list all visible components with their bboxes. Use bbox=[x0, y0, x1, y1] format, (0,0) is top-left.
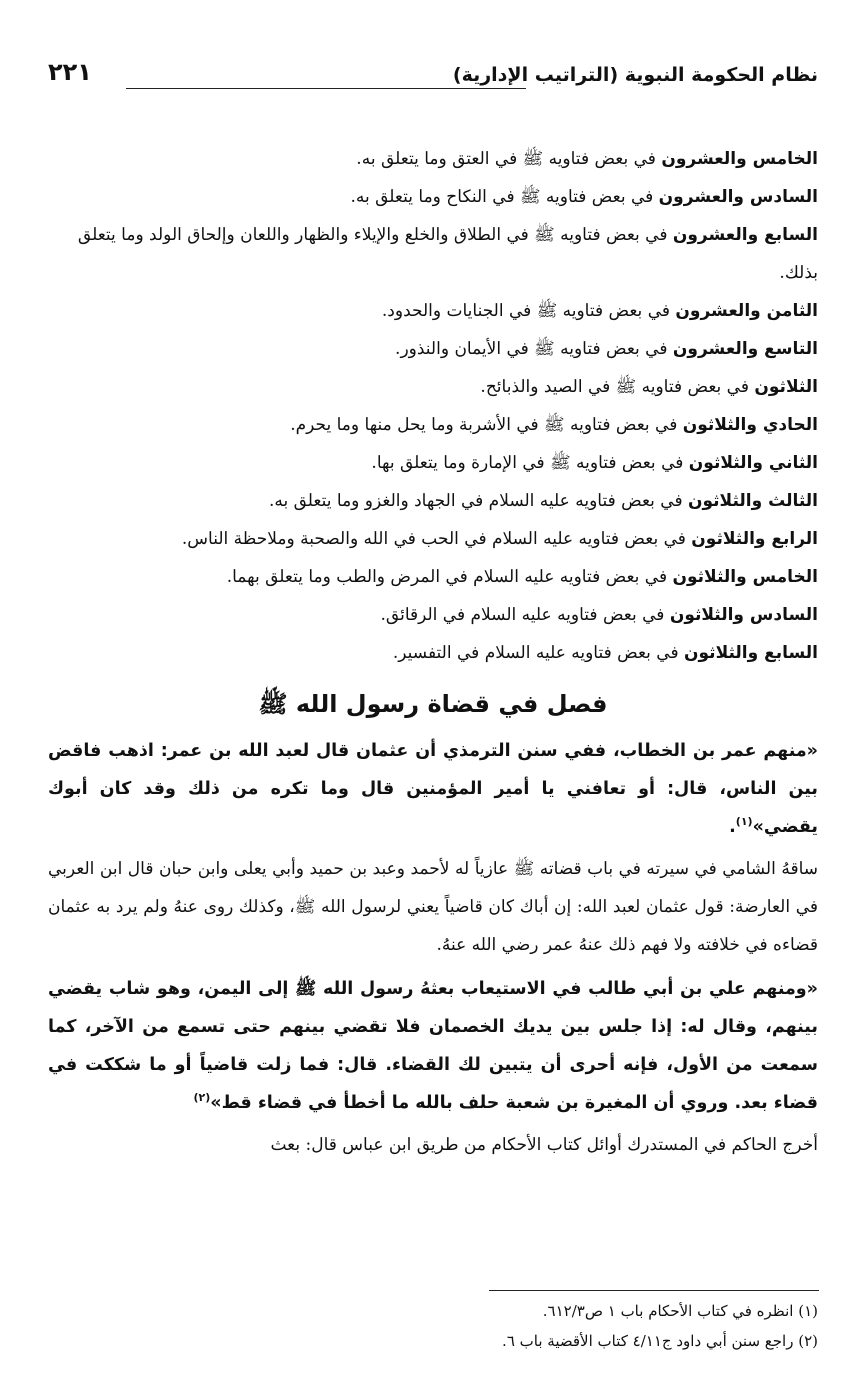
footnotes bbox=[48, 1296, 818, 1356]
list-item-text: في بعض فتاويه عليه السلام في الرقائق. bbox=[380, 605, 670, 625]
paragraph-shami: ساقهُ الشامي في سيرته في باب قضاته ﷺ عازياً له لأحمد وعبد بن حميد وأبي يعلى وابن حبان قال ابن العربي في العارضة: قول عثمان لعبد الله: إن أباك كان قاضياً يعني لرسول الله ﷺ، وكذلك روى عنهُ ولم يرد به عثمان قضاءه في خلافته ولا فهم ذلك عنهُ عمر رضي الله عنهُ. bbox=[48, 859, 818, 955]
footnote-1: (١) انظره في كتاب الأحكام باب ١ ص٦١٢/٣. bbox=[542, 1302, 818, 1320]
quote-ali-text: «ومنهم علي بن أبي طالب في الاستيعاب بعثهُ رسول الله ﷺ إلى اليمن، وهو شاب يقضي بينهم، وقال له: إذا جلس بين يديك الخصمان فلا تقضي بينهم حتى تسمع من الآخر، كما سمعت من الأول، فإنه أحرى أن يتبين لك القضاء. قال: فما زلت قاضياً أو ما شككت في قضاء بعد. وروي أن المغيرة بن شعبة حلف بالله ما أخطأ في قضاء قط» bbox=[48, 979, 818, 1113]
list-item-ordinal: الثامن والعشرون bbox=[675, 301, 818, 321]
list-item-ordinal: السابع والعشرون bbox=[672, 225, 818, 245]
page-number: ٢٢١ bbox=[48, 58, 92, 86]
list-item bbox=[48, 140, 818, 178]
quote-umar bbox=[48, 732, 818, 846]
quote-umar-text: «منهم عمر بن الخطاب، ففي سنن الترمذي أن عثمان قال لعبد الله بن عمر: اذهب فاقض بين الناس، قال: أو تعافني يا أمير المؤمنين قال وما تكره من ذلك وقد كان أبوك يقضي» bbox=[48, 741, 818, 837]
list-item-text: في بعض فتاويه عليه السلام في التفسير. bbox=[392, 643, 685, 663]
list-item bbox=[48, 368, 818, 406]
list-item-ordinal: الثالث والثلاثون bbox=[687, 491, 818, 511]
quote-umar-tail: . bbox=[729, 817, 736, 837]
list-item-ordinal: الثلاثون bbox=[754, 377, 818, 397]
running-title: نظام الحكومة النبوية (التراتيب الإدارية) bbox=[452, 64, 818, 86]
list-item-ordinal: التاسع والعشرون bbox=[672, 339, 818, 359]
paragraph-hakim: أخرج الحاكم في المستدرك أوائل كتاب الأحكام من طريق ابن عباس قال: بعث bbox=[270, 1135, 818, 1155]
list-item-text: في بعض فتاويه ﷺ في الأشربة وما يحل منها وما يحرم. bbox=[290, 415, 683, 435]
list-item-text: في بعض فتاويه عليه السلام في الجهاد والغزو وما يتعلق به. bbox=[268, 491, 688, 511]
list-item-text: في بعض فتاويه ﷺ في الصيد والذبائح. bbox=[480, 377, 755, 397]
page-header bbox=[48, 58, 818, 98]
quote-ali bbox=[48, 970, 818, 1122]
list-item-text: في بعض فتاويه عليه السلام في الحب في الله والصحبة وملاحظة الناس. bbox=[181, 529, 692, 549]
fatwa-list bbox=[48, 140, 818, 672]
body-text bbox=[48, 140, 818, 1170]
list-item bbox=[48, 178, 818, 216]
list-item bbox=[48, 216, 818, 292]
list-item-text: في بعض فتاويه عليه السلام في المرض والطب وما يتعلق بهما. bbox=[226, 567, 673, 587]
footnote-rule bbox=[489, 1290, 819, 1291]
list-item-text: في بعض فتاويه ﷺ في العتق وما يتعلق به. bbox=[356, 149, 662, 169]
list-item-text: في بعض فتاويه ﷺ في الجنايات والحدود. bbox=[381, 301, 676, 321]
footnote-ref-1: (١) bbox=[735, 815, 753, 829]
list-item-ordinal: السادس والعشرون bbox=[658, 187, 818, 207]
list-item bbox=[48, 444, 818, 482]
list-item-text: في بعض فتاويه ﷺ في النكاح وما يتعلق به. bbox=[350, 187, 659, 207]
list-item-ordinal: الرابع والثلاثون bbox=[691, 529, 818, 549]
list-item-text: في بعض فتاويه ﷺ في الإمارة وما يتعلق بها. bbox=[371, 453, 689, 473]
list-item bbox=[48, 330, 818, 368]
list-item-ordinal: الحادي والثلاثون bbox=[682, 415, 818, 435]
list-item-text: في بعض فتاويه ﷺ في الطلاق والخلع والإيلاء والظهار واللعان وإلحاق الولد وما يتعلق بذلك. bbox=[77, 225, 818, 283]
list-item-ordinal: السابع والثلاثون bbox=[684, 643, 818, 663]
list-item bbox=[48, 596, 818, 634]
list-item bbox=[48, 634, 818, 672]
list-item bbox=[48, 292, 818, 330]
list-item-ordinal: الخامس والعشرون bbox=[661, 149, 818, 169]
list-item-ordinal: السادس والثلاثون bbox=[669, 605, 818, 625]
list-item-text: في بعض فتاويه ﷺ في الأيمان والنذور. bbox=[395, 339, 673, 359]
footnote-2: (٢) راجع سنن أبي داود ج٤/١١ كتاب الأقضية باب ٦. bbox=[502, 1332, 818, 1350]
list-item bbox=[48, 406, 818, 444]
list-item-ordinal: الخامس والثلاثون bbox=[672, 567, 818, 587]
list-item bbox=[48, 482, 818, 520]
list-item bbox=[48, 520, 818, 558]
list-item bbox=[48, 558, 818, 596]
footnote-ref-2: (٢) bbox=[193, 1091, 211, 1105]
list-item-ordinal: الثاني والثلاثون bbox=[688, 453, 818, 473]
header-rule bbox=[126, 88, 526, 89]
section-heading: فصل في قضاة رسول الله ﷺ bbox=[258, 690, 608, 718]
